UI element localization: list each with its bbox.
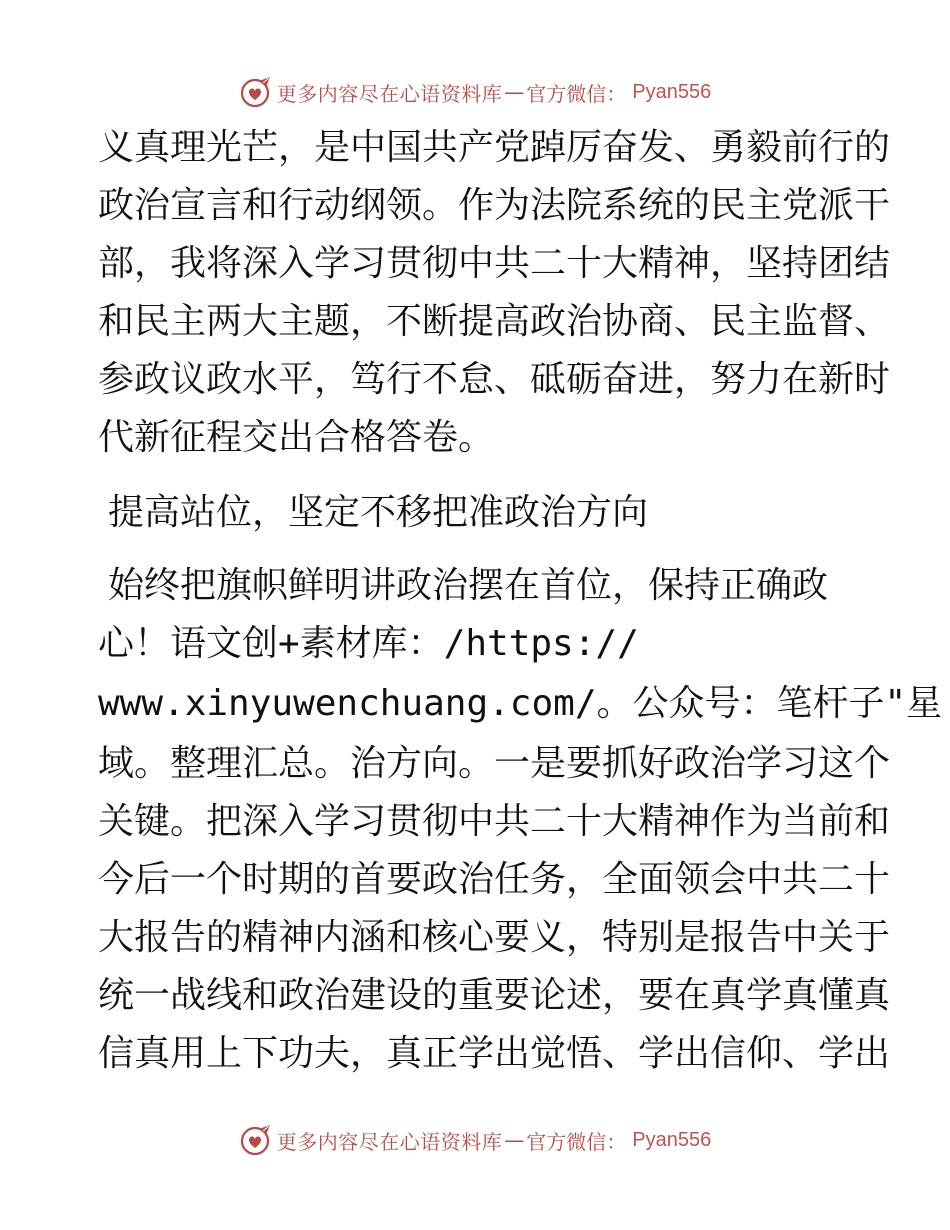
body-line: 参政议政水平，笃行不怠、砥砺奋进，努力在新时 (98, 359, 891, 400)
body-line: 大报告的精神内涵和核心要义，特别是报告中关于 (98, 917, 891, 958)
body-line: 域。整理汇总。治方向。一是要抓好政治学习这个 (98, 743, 891, 784)
footer-separator: — (504, 1128, 525, 1152)
body-line: 今后一个时期的首要政治任务，全面领会中共二十 (98, 859, 891, 900)
body-line: 关键。把深入学习贯彻中共二十大精神作为当前和 (98, 801, 891, 842)
body-line: 义真理光芒，是中国共产党踔厉奋发、勇毅前行的 (98, 127, 891, 168)
body-line: www.xinyuwenchuang.com/。公众号：笔杆子"星 (98, 683, 943, 724)
header-slogan: 更多内容尽在心语资料库 (276, 81, 503, 106)
body-line: 政治宣言和行动纲领。作为法院系统的民主党派干 (98, 185, 891, 226)
footer-slogan: 更多内容尽在心语资料库 (276, 1129, 503, 1154)
header-account-label: 官方微信： (526, 81, 627, 106)
body-line: 始终把旗帜鲜明讲政治摆在首位，保持正确政 (108, 565, 829, 606)
header-separator: — (504, 80, 525, 104)
section-heading: 提高站位，坚定不移把准政治方向 (108, 492, 649, 533)
body-line: 信真用上下功夫，真正学出觉悟、学出信仰、学出 (98, 1033, 891, 1074)
footer-banner (0, 1120, 950, 1160)
body-line: 心！语文创+素材库：/https:// (98, 623, 639, 664)
footer-account-label: 官方微信： (526, 1129, 627, 1154)
footer-account: Pyan556 (632, 1128, 712, 1151)
body-line: 统一战线和政治建设的重要论述，要在真学真懂真 (98, 975, 891, 1016)
body-line: 代新征程交出合格答卷。 (98, 417, 495, 458)
heart-pen-logo-icon (239, 1123, 273, 1157)
body-line: 部，我将深入学习贯彻中共二十大精神，坚持团结 (98, 243, 891, 284)
heart-pen-logo-icon (239, 75, 273, 109)
header-banner (0, 72, 950, 112)
body-line: 和民主两大主题，不断提高政治协商、民主监督、 (98, 301, 891, 342)
header-account: Pyan556 (632, 80, 712, 103)
